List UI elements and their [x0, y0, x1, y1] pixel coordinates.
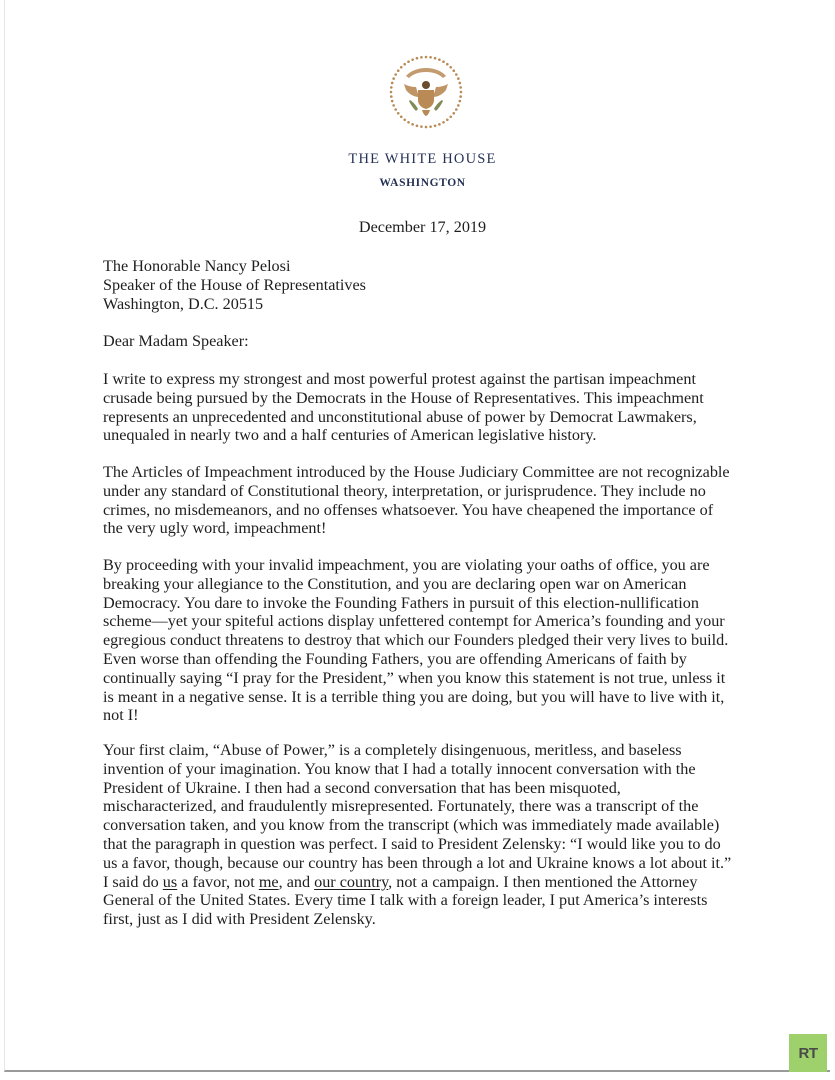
seal-dot: [442, 60, 445, 63]
seal-dot: [455, 73, 458, 76]
paragraph-line: crimes, no misdemeanors, and no offenses whatsoever. You have cheapened the importance of: [103, 500, 714, 519]
recipient-address: [103, 257, 366, 313]
paragraph-line: egregious conduct threatens to destroy that which our Founders pledged their very lives to build.: [103, 631, 729, 650]
paragraph-line: President of Ukraine. I then had a second conversation that has been misquoted,: [103, 778, 621, 797]
seal-dot: [411, 58, 414, 61]
paragraph-line: Even worse than offending the Founding Fathers, you are offending Americans of faith by: [103, 649, 687, 668]
paragraph-line: the very ugly word, impeachment!: [103, 519, 327, 538]
rt-watermark-logo: RT: [789, 1034, 827, 1072]
paragraph-line: first, just as I did with President Zelensky.: [103, 910, 376, 929]
underlined-text: me: [258, 872, 279, 891]
seal-dot: [394, 73, 397, 76]
seal-dot: [403, 118, 406, 121]
text-segment: , and: [278, 872, 315, 891]
seal-dot: [438, 123, 441, 126]
seal-dot: [449, 115, 452, 118]
seal-dot: [460, 91, 463, 94]
paragraph-line: breaking your allegiance to the Constitution, and you are declaring open war on American: [103, 574, 687, 593]
seal-dot: [392, 104, 395, 107]
text-segment: , not a campaign. I then mentioned the Attorney: [388, 872, 698, 891]
seal-dot: [400, 115, 403, 118]
seal-dot: [420, 56, 423, 59]
paragraph-3: [103, 556, 743, 725]
seal-dot: [455, 108, 458, 111]
recipient-title: Speaker of the House of Representatives: [103, 275, 366, 294]
seal-dot: [420, 125, 423, 128]
seal-dot: [400, 66, 403, 69]
seal-dot: [442, 121, 445, 124]
paragraph-line: I write to express my strongest and most powerful protest against the partisan impeachment: [103, 370, 696, 388]
paragraph-line: mischaracterized, and fraudulently misrepresented. Fortunately, there was a transcript of the: [103, 797, 699, 816]
salutation: Dear Madam Speaker:: [103, 332, 249, 350]
seal-dot: [390, 95, 393, 98]
seal-dot: [391, 100, 394, 103]
underlined-text: our country: [314, 872, 389, 891]
seal-dot: [416, 57, 419, 60]
paragraph-line-underlined: [103, 873, 743, 892]
seal-dot: [446, 63, 449, 66]
paragraph-line: crusade being pursued by the Democrats in the House of Representatives. This impeachment: [103, 388, 704, 407]
paragraph-2: [103, 463, 743, 538]
paragraph-line: The Articles of Impeachment introduced by the House Judiciary Committee are not recognizable: [103, 463, 730, 481]
paragraph-line: us a favor, though, because our country has been through a lot and Ukraine knows a lot about it.”: [103, 853, 732, 872]
underlined-text: us: [162, 872, 178, 891]
seal-dot: [407, 121, 410, 124]
seal-dot: [390, 91, 393, 94]
seal-dot: [434, 57, 437, 60]
seal-dot: [457, 104, 460, 107]
paragraph-line: continually saying “I pray for the President,” when you know this statement is not true, unless it: [103, 668, 726, 687]
seal-dot: [452, 69, 455, 72]
text-segment: I said do: [103, 872, 163, 891]
paragraph-line: invention of your imagination. You know that I had a totally innocent conversation with the: [103, 759, 696, 778]
seal-dot: [407, 60, 410, 63]
seal-dot: [397, 69, 400, 72]
paragraph-line: By proceeding with your invalid impeachment, you are violating your oaths of office, you are: [103, 556, 710, 574]
letter-page: [4, 0, 830, 1072]
paragraph-1: [103, 370, 743, 445]
paragraph-line: Democracy. You dare to invoke the Founding Fathers in pursuit of this election-nullification: [103, 593, 699, 612]
seal-dot: [394, 108, 397, 111]
seal-dot: [457, 77, 460, 80]
paragraph-line: Your first claim, “Abuse of Power,” is a completely disingenuous, meritless, and baseless: [103, 741, 682, 759]
paragraph-line: unequaled in nearly two and a half centuries of American legislative history.: [103, 426, 597, 445]
paragraph-line: not I!: [103, 706, 139, 725]
seal-dot: [452, 112, 455, 115]
seal-dot: [459, 95, 462, 98]
seal-dot: [416, 125, 419, 128]
paragraph-line: that the paragraph in question was perfect. I said to President Zelensky: “I would like you to do: [103, 834, 721, 853]
presidential-seal-icon: [388, 54, 464, 130]
paragraph-line: under any standard of Constitutional theory, interpretation, or jurisprudence. They include no: [103, 481, 706, 500]
recipient-name: The Honorable Nancy Pelosi: [103, 257, 291, 275]
seal-dot: [459, 100, 462, 103]
seal-dot: [425, 126, 428, 129]
seal-dot: [438, 58, 441, 61]
seal-dot: [449, 66, 452, 69]
seal-dot: [429, 125, 432, 128]
letterhead-title: THE WHITE HOUSE: [348, 151, 497, 167]
seal-dot: [446, 118, 449, 121]
seal-dot: [425, 56, 428, 59]
seal-dot: [429, 56, 432, 59]
recipient-city: Washington, D.C. 20515: [103, 294, 264, 313]
letterhead-subtitle: WASHINGTON: [379, 177, 466, 189]
seal-dot: [411, 123, 414, 126]
paragraph-line: represents an unprecedented and unconstitutional abuse of power by Democrat Lawmakers,: [103, 407, 697, 426]
paragraph-4: [103, 741, 743, 929]
paragraph-line: General of the United States. Every time I talk with a foreign leader, I put America’s interests: [103, 891, 708, 910]
seal-dot: [397, 112, 400, 115]
seal-dot: [390, 86, 393, 89]
paragraph-line: is meant in a negative sense. It is a terrible thing you are doing, but you will have to live with it,: [103, 687, 725, 706]
letter-date: December 17, 2019: [358, 218, 487, 236]
paragraph-line: scheme—yet your spiteful actions display unfettered contempt for America’s founding and your: [103, 612, 725, 631]
seal-dot: [459, 82, 462, 85]
seal-dot: [434, 125, 437, 128]
seal-dot: [403, 63, 406, 66]
seal-dot: [391, 82, 394, 85]
paragraph-line: conversation taken, and you know from the transcript (which was immediately made available): [103, 816, 720, 835]
seal-dot: [392, 77, 395, 80]
text-segment: a favor, not: [177, 872, 259, 891]
seal-dot: [459, 86, 462, 89]
